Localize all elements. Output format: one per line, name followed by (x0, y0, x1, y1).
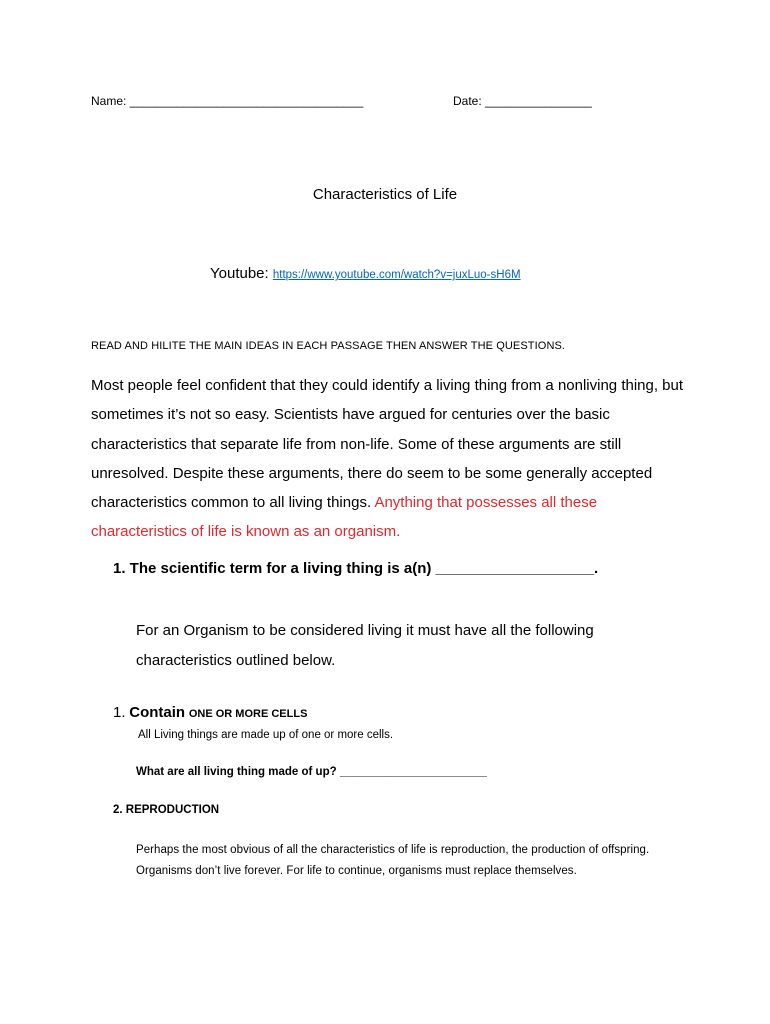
section-1-text: All Living things are made up of one or more cells. (138, 729, 394, 741)
organism-intro: For an Organism to be considered living it must have all the following characteristics outlined below. (136, 622, 594, 669)
section-2-heading: 2. REPRODUCTION (113, 804, 220, 816)
date-field-label: Date: ________________ (453, 94, 592, 108)
youtube-line (210, 265, 521, 282)
section-1-heading (113, 704, 307, 722)
question-1: 1. The scientific term for a living thing is a(n) ___________________. (113, 560, 599, 577)
page-title: Characteristics of Life (312, 186, 458, 203)
youtube-link[interactable]: https://www.youtube.com/watch?v=juxLuo-sH6M (272, 269, 521, 281)
section-1-heading-word: Contain (129, 704, 186, 721)
passage-highlight: Anything that possesses all these characteristics of life is known as an organism. (91, 494, 598, 541)
youtube-label: Youtube: (210, 265, 269, 282)
section-2-text: Perhaps the most obvious of all the characteristics of life is reproduction, the production of offspring. Organisms don’t live forever. For life to continue, organisms must replace themselves. (136, 844, 650, 877)
passage-text: Most people feel confident that they could identify a living thing from a nonliving thing, but sometimes it’s not so easy. Scientists have argued for centuries over the basic characteristics that separate life from non-life. Some of these arguments are still unresolved. Despite these arguments, there do seem to be some generally accepted characteristics common to all living things. (91, 377, 684, 512)
name-field-label: Name: ___________________________________ (91, 94, 364, 108)
intro-passage (91, 371, 691, 547)
section-1-number: 1. (113, 704, 126, 721)
section-1-heading-caps: ONE OR MORE CELLS (188, 708, 308, 720)
section-1-question: What are all living thing made of up? _______________________ (136, 766, 487, 778)
instructions: READ AND HILITE THE MAIN IDEAS IN EACH PASSAGE THEN ANSWER THE QUESTIONS. (91, 340, 566, 352)
